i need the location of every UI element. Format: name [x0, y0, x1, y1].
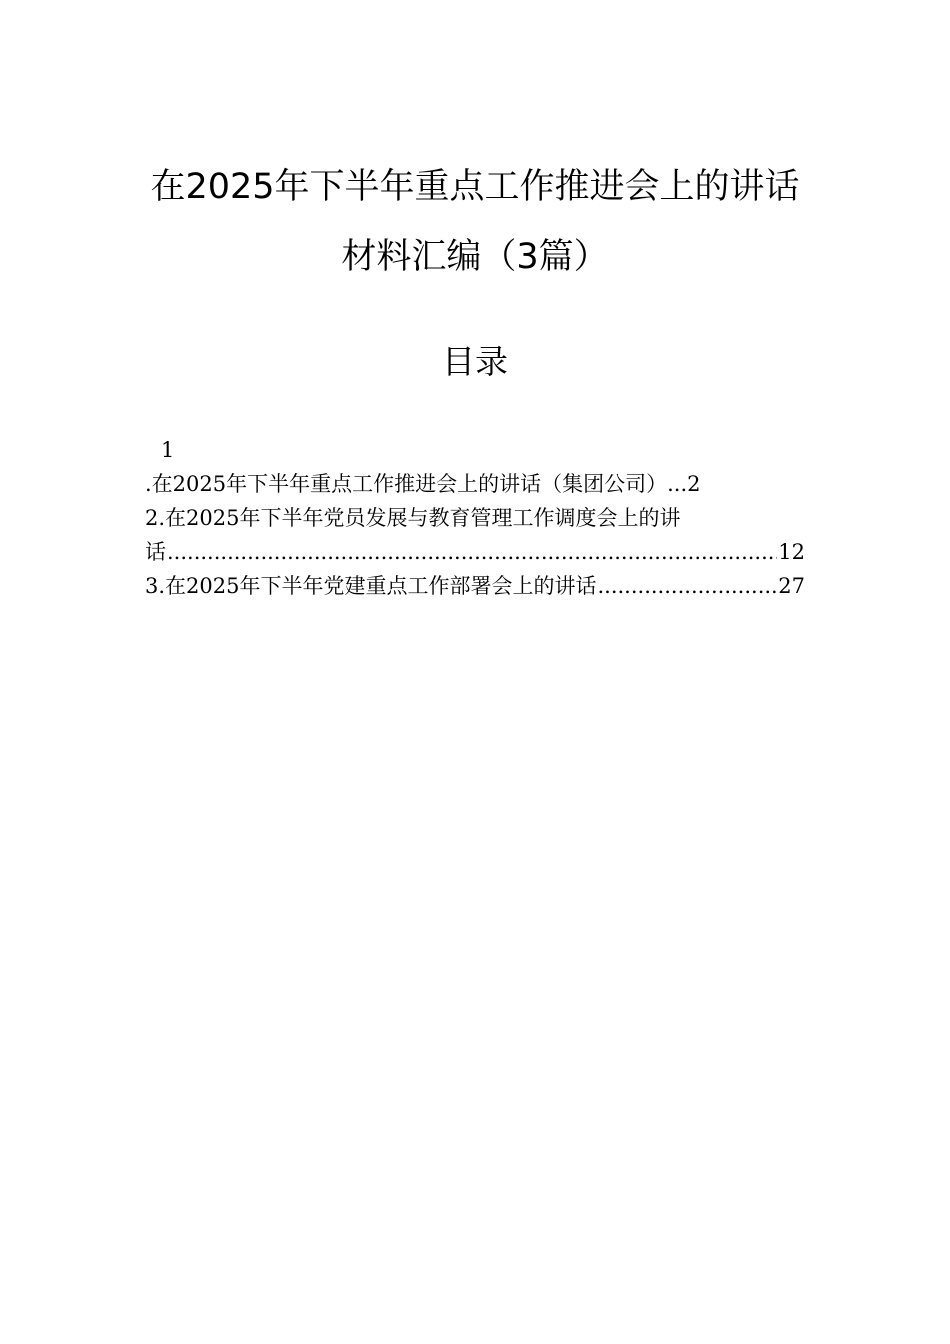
toc-entry-1[interactable]: [145, 467, 805, 501]
toc-entry-1-leader: ...: [667, 472, 688, 496]
document-title-line-1: 在2025年下半年重点工作推进会上的讲话: [150, 167, 800, 207]
toc-entry-2-line-2[interactable]: [145, 535, 805, 569]
toc-entry-3-leader: [597, 569, 777, 603]
toc-entry-3[interactable]: [145, 569, 805, 603]
toc-entry-3-page: 27: [778, 574, 805, 598]
toc-entry-2-leader: [167, 535, 777, 569]
toc-entry-3-text: 3.在2025年下半年党建重点工作部署会上的讲话: [145, 574, 597, 598]
toc-entry-2-page: 12: [778, 540, 805, 564]
toc-heading: 目录: [442, 342, 508, 381]
toc-entry-2-text-line-1: 2.在2025年下半年党员发展与教育管理工作调度会上的讲: [145, 506, 681, 530]
table-of-contents: [145, 433, 805, 603]
toc-entry-1-page: 2: [687, 472, 701, 496]
toc-entry-1-number-row: [145, 433, 805, 467]
document-title-line-2: 材料汇编（3篇）: [341, 237, 609, 277]
toc-entry-2-text-line-2: 话: [145, 540, 166, 564]
toc-entry-2-line-1[interactable]: [145, 501, 805, 535]
toc-entry-1-number: 1: [161, 438, 175, 462]
toc-entry-1-text: .在2025年下半年重点工作推进会上的讲话（集团公司）: [145, 472, 668, 496]
